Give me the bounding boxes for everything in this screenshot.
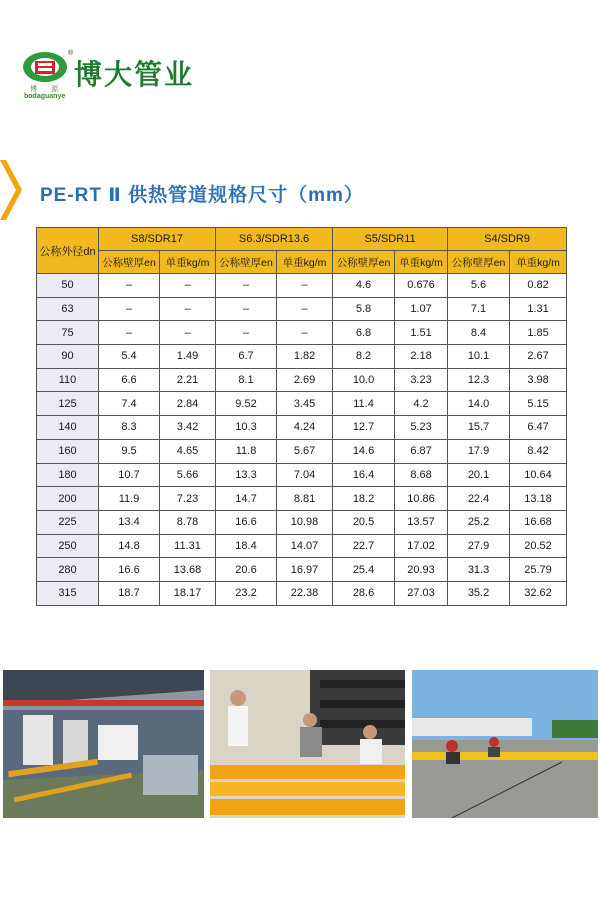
table-cell: 8.4: [448, 321, 510, 345]
brand-sub-cn: 博 源: [30, 86, 64, 93]
table-cell: 25.2: [448, 510, 510, 534]
table-row: [37, 368, 567, 392]
table-cell: 10.3: [216, 416, 277, 440]
table-cell: 13.4: [99, 510, 160, 534]
dn-cell: 250: [37, 534, 99, 558]
dn-cell: 315: [37, 581, 99, 605]
table-cell: 18.17: [160, 581, 216, 605]
table-cell: 8.68: [395, 463, 448, 487]
table-cell: 4.2: [395, 392, 448, 416]
dn-cell: 110: [37, 368, 99, 392]
table-cell: 14.6: [333, 439, 395, 463]
table-cell: –: [216, 321, 277, 345]
brand-logo: [22, 50, 202, 105]
dn-cell: 225: [37, 510, 99, 534]
table-cell: 11.9: [99, 487, 160, 511]
table-cell: 5.67: [277, 439, 333, 463]
registered-mark: ®: [68, 50, 74, 57]
table-cell: 7.23: [160, 487, 216, 511]
table-cell: 2.18: [395, 345, 448, 369]
dn-cell: 200: [37, 487, 99, 511]
table-cell: 10.0: [333, 368, 395, 392]
table-cell: 11.31: [160, 534, 216, 558]
dn-cell: 160: [37, 439, 99, 463]
table-cell: 1.82: [277, 345, 333, 369]
sub-header: 单重kg/m: [160, 251, 216, 274]
dn-cell: 140: [37, 416, 99, 440]
table-row: [37, 534, 567, 558]
table-cell: 6.87: [395, 439, 448, 463]
table-cell: 4.65: [160, 439, 216, 463]
table-row: [37, 416, 567, 440]
table-cell: –: [277, 321, 333, 345]
group-header: S5/SDR11: [333, 228, 448, 251]
factory-photo: [3, 670, 204, 818]
table-cell: 2.69: [277, 368, 333, 392]
table-cell: 20.93: [395, 558, 448, 582]
table-cell: 12.3: [448, 368, 510, 392]
table-cell: –: [99, 321, 160, 345]
table-cell: 17.9: [448, 439, 510, 463]
dn-cell: 280: [37, 558, 99, 582]
table-cell: 3.45: [277, 392, 333, 416]
table-row: [37, 581, 567, 605]
table-cell: –: [277, 274, 333, 298]
table-cell: 15.7: [448, 416, 510, 440]
table-cell: 25.4: [333, 558, 395, 582]
table-cell: –: [99, 297, 160, 321]
table-cell: –: [160, 297, 216, 321]
table-row: [37, 392, 567, 416]
table-cell: 22.4: [448, 487, 510, 511]
table-cell: 32.62: [510, 581, 567, 605]
table-cell: 20.1: [448, 463, 510, 487]
table-cell: –: [160, 321, 216, 345]
table-cell: 5.4: [99, 345, 160, 369]
spec-table: [36, 227, 567, 606]
table-cell: 11.4: [333, 392, 395, 416]
brand-emblem-icon: [22, 50, 68, 84]
table-cell: –: [216, 274, 277, 298]
table-cell: 10.7: [99, 463, 160, 487]
dn-cell: 50: [37, 274, 99, 298]
group-header: S6.3/SDR13.6: [216, 228, 333, 251]
table-cell: 5.6: [448, 274, 510, 298]
table-cell: 8.3: [99, 416, 160, 440]
table-row: [37, 463, 567, 487]
pipeline-site-photo: [412, 670, 598, 818]
table-cell: 4.6: [333, 274, 395, 298]
table-cell: 10.64: [510, 463, 567, 487]
spec-table-body: [37, 274, 567, 606]
table-cell: 14.07: [277, 534, 333, 558]
table-cell: 10.86: [395, 487, 448, 511]
dn-cell: 180: [37, 463, 99, 487]
table-cell: 20.52: [510, 534, 567, 558]
table-cell: 13.57: [395, 510, 448, 534]
table-cell: 8.1: [216, 368, 277, 392]
dn-cell: 125: [37, 392, 99, 416]
table-cell: 2.67: [510, 345, 567, 369]
section-title: PE-RT Ⅱ 供热管道规格尺寸（mm）: [40, 185, 364, 206]
table-cell: 13.3: [216, 463, 277, 487]
table-cell: 27.9: [448, 534, 510, 558]
table-cell: 1.85: [510, 321, 567, 345]
table-cell: 25.79: [510, 558, 567, 582]
table-cell: 23.2: [216, 581, 277, 605]
dn-cell: 63: [37, 297, 99, 321]
table-cell: 0.676: [395, 274, 448, 298]
table-row: [37, 439, 567, 463]
table-cell: 5.23: [395, 416, 448, 440]
table-cell: 3.23: [395, 368, 448, 392]
table-cell: 20.6: [216, 558, 277, 582]
table-cell: 3.98: [510, 368, 567, 392]
sub-header: 公称壁厚en: [333, 251, 395, 274]
table-cell: 14.7: [216, 487, 277, 511]
table-cell: 5.8: [333, 297, 395, 321]
table-cell: 16.6: [99, 558, 160, 582]
table-cell: 7.1: [448, 297, 510, 321]
sub-header: 公称壁厚en: [99, 251, 160, 274]
table-cell: 11.8: [216, 439, 277, 463]
table-cell: 1.49: [160, 345, 216, 369]
table-cell: 16.97: [277, 558, 333, 582]
sub-header: 单重kg/m: [510, 251, 567, 274]
table-corner-header: 公称外径dn: [37, 228, 99, 274]
table-cell: 18.2: [333, 487, 395, 511]
table-cell: 8.81: [277, 487, 333, 511]
table-row: [37, 487, 567, 511]
table-cell: 10.98: [277, 510, 333, 534]
sub-header: 单重kg/m: [395, 251, 448, 274]
table-row: [37, 510, 567, 534]
table-cell: 5.66: [160, 463, 216, 487]
table-cell: 16.68: [510, 510, 567, 534]
table-cell: 22.7: [333, 534, 395, 558]
pipes-workers-photo: [210, 670, 405, 818]
table-cell: 22.38: [277, 581, 333, 605]
table-cell: 4.24: [277, 416, 333, 440]
brand-sub-en: bodaguanye: [24, 93, 66, 100]
table-cell: 0.82: [510, 274, 567, 298]
table-cell: 18.7: [99, 581, 160, 605]
table-cell: 1.07: [395, 297, 448, 321]
table-cell: 13.68: [160, 558, 216, 582]
table-cell: 27.03: [395, 581, 448, 605]
table-cell: 31.3: [448, 558, 510, 582]
table-cell: 16.4: [333, 463, 395, 487]
table-cell: 18.4: [216, 534, 277, 558]
table-row: [37, 321, 567, 345]
table-cell: 8.78: [160, 510, 216, 534]
table-cell: 5.15: [510, 392, 567, 416]
table-cell: 2.84: [160, 392, 216, 416]
table-cell: 6.8: [333, 321, 395, 345]
table-cell: –: [160, 274, 216, 298]
group-header: S8/SDR17: [99, 228, 216, 251]
sub-header: 公称壁厚en: [448, 251, 510, 274]
table-cell: 8.42: [510, 439, 567, 463]
table-cell: 17.02: [395, 534, 448, 558]
table-cell: 7.04: [277, 463, 333, 487]
table-cell: 20.5: [333, 510, 395, 534]
chevron-right-icon: [0, 160, 22, 220]
dn-cell: 90: [37, 345, 99, 369]
sub-header: 单重kg/m: [277, 251, 333, 274]
table-cell: 13.18: [510, 487, 567, 511]
table-cell: 7.4: [99, 392, 160, 416]
table-cell: 28.6: [333, 581, 395, 605]
table-cell: 1.51: [395, 321, 448, 345]
table-cell: 3.42: [160, 416, 216, 440]
table-cell: –: [216, 297, 277, 321]
table-cell: 12.7: [333, 416, 395, 440]
table-row: [37, 297, 567, 321]
table-cell: 8.2: [333, 345, 395, 369]
table-cell: 1.31: [510, 297, 567, 321]
table-cell: 14.0: [448, 392, 510, 416]
table-cell: 6.6: [99, 368, 160, 392]
table-row: [37, 274, 567, 298]
table-cell: 6.47: [510, 416, 567, 440]
group-header: S4/SDR9: [448, 228, 567, 251]
table-cell: 16.6: [216, 510, 277, 534]
table-cell: –: [99, 274, 160, 298]
table-cell: 2.21: [160, 368, 216, 392]
table-row: [37, 558, 567, 582]
table-cell: 14.8: [99, 534, 160, 558]
table-cell: 9.5: [99, 439, 160, 463]
dn-cell: 75: [37, 321, 99, 345]
brand-name: 博大管业: [74, 59, 195, 90]
sub-header: 公称壁厚en: [216, 251, 277, 274]
table-row: [37, 345, 567, 369]
table-cell: –: [277, 297, 333, 321]
table-cell: 35.2: [448, 581, 510, 605]
table-cell: 10.1: [448, 345, 510, 369]
table-cell: 6.7: [216, 345, 277, 369]
table-cell: 9.52: [216, 392, 277, 416]
